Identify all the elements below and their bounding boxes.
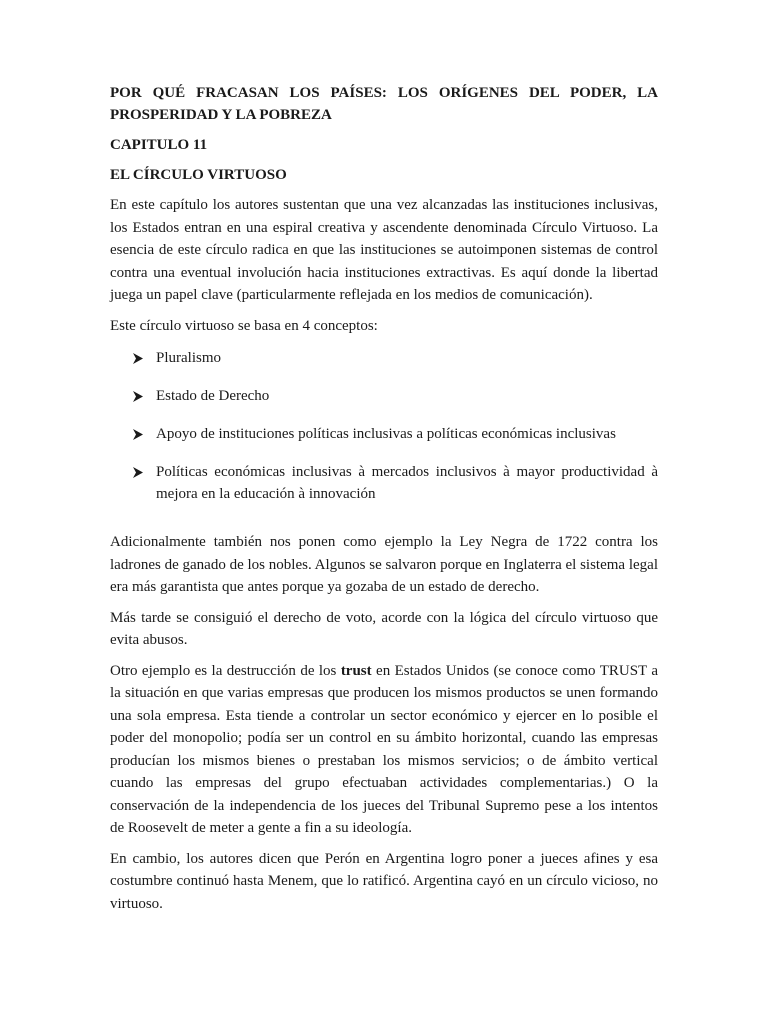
intro-paragraph: En este capítulo los autores sustentan que una vez alcanzadas las instituciones inclusivas, los Estados entran en una espiral creativa y ascendente denominada Círculo Virtuoso. La esencia de este círculo radica en que las instituciones se autoimponen sistemas de control contra una eventual involución hacia instituciones extractivas. Es aquí donde la libertad juega un papel clave (particularmente reflejada en los medios de comunicación). (110, 197, 658, 303)
document-title: POR QUÉ FRACASAN LOS PAÍSES: LOS ORÍGENES DEL PODER, LA PROSPERIDAD Y LA POBREZA (110, 85, 658, 123)
chapter-number: CAPITULO 11 (110, 137, 208, 153)
concepts-list (110, 347, 658, 505)
trust-paragraph (110, 660, 658, 840)
arrowhead-bullet-icon (132, 391, 144, 402)
trust-text-before: Otro ejemplo es la destrucción de los (110, 662, 341, 679)
voto-paragraph: Más tarde se consiguió el derecho de voto, acorde con la lógica del círculo virtuoso que evita abusos. (110, 609, 658, 648)
trust-text-after: en Estados Unidos (se conoce como TRUST a la situación en que varias empresas que producen los mismos productos se unen formando una sola empresa. Esta tiende a controlar un sector económico y ejercer en lo posible el poder del monopolio; podía ser un control en su ámbito horizontal, cuando las empresas producían los mismos bienes o prestaban los mismos servicios; o de ámbito vertical cuando las empresas del grupo efectuaban actividades complementarias.) O la conservación de la independencia de los jueces del Tribunal Supremo pese a los intentos de Roosevelt de meter a gente a fin a su ideología. (110, 662, 658, 836)
concept-text: Estado de Derecho (156, 388, 270, 404)
argentina-paragraph: En cambio, los autores dicen que Perón en Argentina logro poner a jueces afines y esa costumbre continuó hasta Menem, que lo ratificó. Argentina cayó en un círculo vicioso, no virtuoso. (110, 850, 658, 912)
arrowhead-bullet-icon (132, 353, 144, 364)
list-item (110, 461, 658, 505)
trust-bold-term: trust (340, 662, 372, 679)
list-intro: Este círculo virtuoso se basa en 4 conceptos: (110, 317, 378, 334)
arrowhead-bullet-icon (132, 429, 144, 440)
list-item (110, 347, 658, 369)
ley-negra-paragraph: Adicionalmente también nos ponen como ejemplo la Ley Negra de 1722 contra los ladrones de ganado de los nobles. Algunos se salvaron porque en Inglaterra el sistema legal era más garantista que antes porque ya gozaba de un estado de derecho. (110, 534, 658, 595)
list-item (110, 385, 658, 407)
chapter-title: EL CÍRCULO VIRTUOSO (110, 167, 287, 183)
document-page (110, 82, 658, 923)
concept-text: Apoyo de instituciones políticas inclusivas a políticas económicas inclusivas (156, 426, 616, 442)
list-item (110, 423, 658, 445)
concept-text: Políticas económicas inclusivas à mercados inclusivos à mayor productividad à mejora en la educación à innovación (156, 464, 658, 502)
concept-text: Pluralismo (156, 350, 222, 366)
arrowhead-bullet-icon (132, 467, 144, 478)
